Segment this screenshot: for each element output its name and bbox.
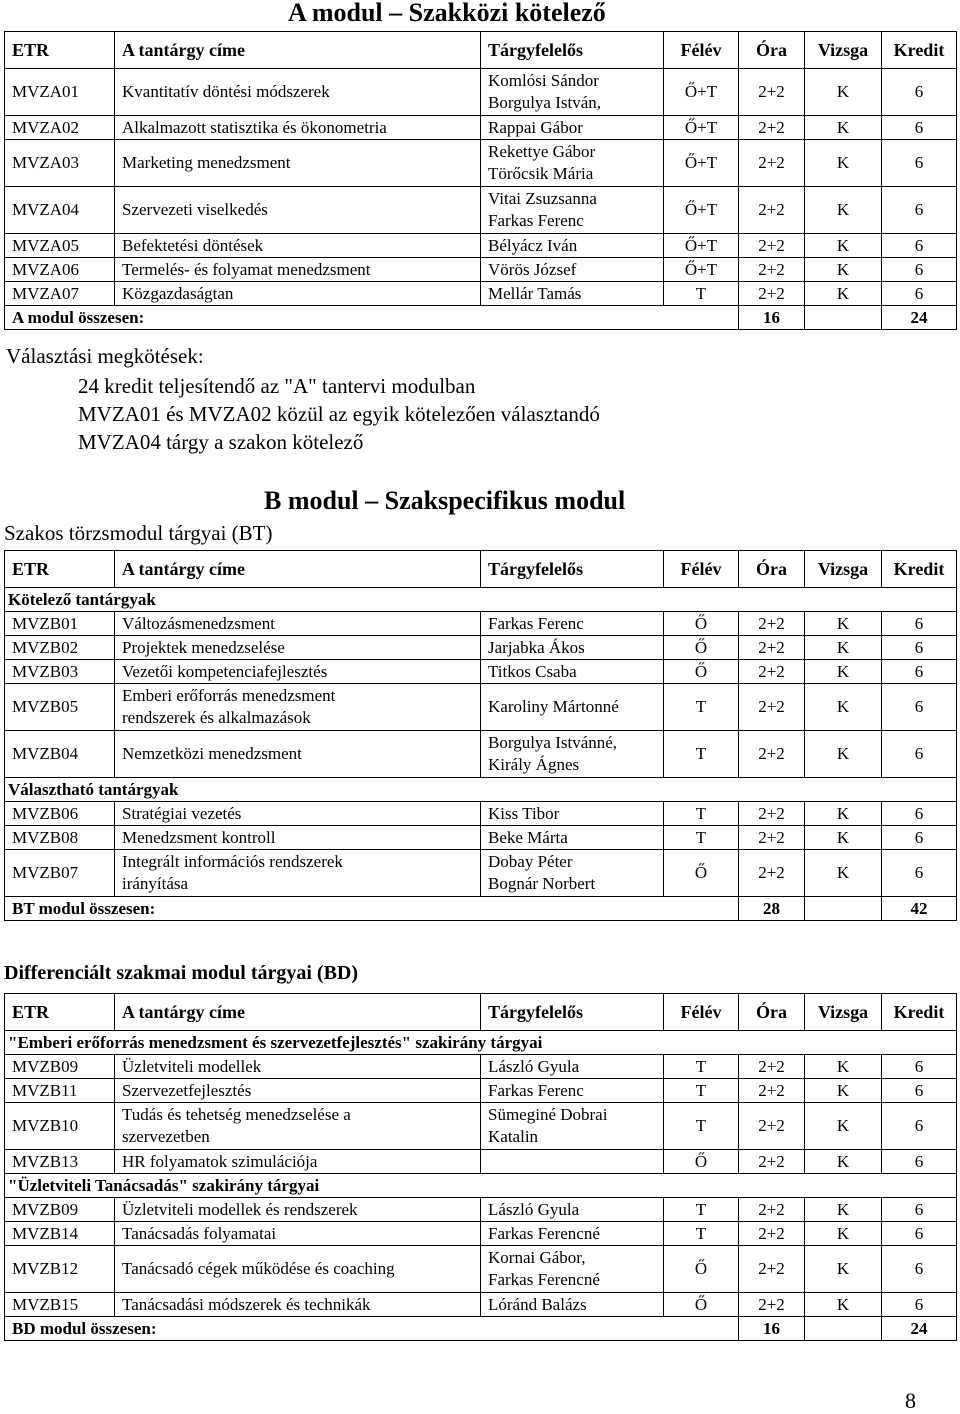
course-title: Kvantitatív döntési módszerek	[115, 69, 481, 116]
col-header-hours: Óra	[739, 32, 805, 69]
table-row	[5, 1246, 957, 1293]
page-number: 8	[905, 1388, 916, 1413]
total-label: BT modul összesen:	[5, 897, 739, 921]
course-exam: K	[805, 850, 882, 897]
course-exam: K	[805, 612, 882, 636]
course-code: MVZB09	[5, 1055, 115, 1079]
teacher-line: Bognár Norbert	[488, 874, 596, 893]
course-credit: 6	[882, 1150, 957, 1174]
title-line: Emberi erőforrás menedzsment	[122, 686, 336, 705]
course-title: Üzletviteli modellek	[115, 1055, 481, 1079]
course-hours: 2+2	[739, 826, 805, 850]
table-row	[5, 612, 957, 636]
course-code: MVZB15	[5, 1293, 115, 1317]
course-title: Tanácsadó cégek működése és coaching	[115, 1246, 481, 1293]
course-credit: 6	[882, 234, 957, 258]
course-teacher: Bélyácz Iván	[481, 234, 664, 258]
course-code: MVZA06	[5, 258, 115, 282]
teacher-line: Vitai Zsuzsanna	[488, 189, 597, 208]
course-code: MVZB05	[5, 684, 115, 731]
col-header-teacher: Tárgyfelelős	[481, 32, 664, 69]
table-row	[5, 1222, 957, 1246]
teacher-line: Dobay Péter	[488, 852, 573, 871]
course-teacher	[481, 1246, 664, 1293]
course-title: Termelés- és folyamat menedzsment	[115, 258, 481, 282]
course-credit: 6	[882, 802, 957, 826]
course-exam: K	[805, 140, 882, 187]
module-total-row	[5, 897, 957, 921]
course-code: MVZB03	[5, 660, 115, 684]
course-exam: K	[805, 1246, 882, 1293]
teacher-line: Sümeginé Dobrai	[488, 1105, 608, 1124]
col-header-exam: Vizsga	[805, 32, 882, 69]
course-exam: K	[805, 636, 882, 660]
bd-table	[4, 993, 957, 1341]
course-credit: 6	[882, 636, 957, 660]
title-line: Integrált információs rendszerek	[122, 852, 343, 871]
total-hours: 28	[739, 897, 805, 921]
course-exam: K	[805, 802, 882, 826]
course-code: MVZA07	[5, 282, 115, 306]
course-exam: K	[805, 282, 882, 306]
course-code: MVZB06	[5, 802, 115, 826]
course-semester: T	[664, 1198, 739, 1222]
course-hours: 2+2	[739, 1198, 805, 1222]
bt-table	[4, 550, 957, 921]
course-semester: T	[664, 282, 739, 306]
teacher-line: Rekettye Gábor	[488, 142, 596, 161]
course-exam: K	[805, 116, 882, 140]
course-semester: T	[664, 1222, 739, 1246]
course-title: Befektetési döntések	[115, 234, 481, 258]
course-teacher: Beke Márta	[481, 826, 664, 850]
course-code: MVZB10	[5, 1103, 115, 1150]
course-title: Nemzetközi menedzsment	[115, 731, 481, 778]
course-credit: 6	[882, 612, 957, 636]
course-semester: T	[664, 826, 739, 850]
course-semester: Ő+T	[664, 116, 739, 140]
course-title: Szervezetfejlesztés	[115, 1079, 481, 1103]
course-hours: 2+2	[739, 116, 805, 140]
teacher-line: Borgulya Istvánné,	[488, 733, 618, 752]
teacher-line: Király Ágnes	[488, 755, 580, 774]
course-code: MVZB07	[5, 850, 115, 897]
course-hours: 2+2	[739, 140, 805, 187]
table-row	[5, 69, 957, 116]
course-credit: 6	[882, 187, 957, 234]
total-credit: 42	[882, 897, 957, 921]
course-title: Szervezeti viselkedés	[115, 187, 481, 234]
course-title	[115, 850, 481, 897]
course-credit: 6	[882, 684, 957, 731]
course-semester: Ő	[664, 1150, 739, 1174]
course-credit: 6	[882, 1103, 957, 1150]
col-header-exam: Vizsga	[805, 994, 882, 1031]
course-title: HR folyamatok szimulációja	[115, 1150, 481, 1174]
course-teacher: Farkas Ferencné	[481, 1222, 664, 1246]
course-exam: K	[805, 1293, 882, 1317]
course-title: Marketing menedzsment	[115, 140, 481, 187]
course-semester: Ő	[664, 1246, 739, 1293]
course-code: MVZB11	[5, 1079, 115, 1103]
module-a-table	[4, 31, 957, 330]
total-credit: 24	[882, 1317, 957, 1341]
course-credit: 6	[882, 850, 957, 897]
table-row	[5, 1198, 957, 1222]
table-row	[5, 850, 957, 897]
col-header-teacher: Tárgyfelelős	[481, 994, 664, 1031]
table-row	[5, 1079, 957, 1103]
course-code: MVZB13	[5, 1150, 115, 1174]
total-hours: 16	[739, 1317, 805, 1341]
course-title: Tanácsadás folyamatai	[115, 1222, 481, 1246]
course-hours: 2+2	[739, 1293, 805, 1317]
course-semester: Ő	[664, 1293, 739, 1317]
table-row	[5, 282, 957, 306]
course-semester: T	[664, 731, 739, 778]
course-code: MVZB12	[5, 1246, 115, 1293]
col-header-etr: ETR	[5, 994, 115, 1031]
course-exam: K	[805, 1079, 882, 1103]
table-row	[5, 684, 957, 731]
group-row	[5, 778, 957, 802]
course-hours: 2+2	[739, 612, 805, 636]
table-row	[5, 636, 957, 660]
group-label: "Emberi erőforrás menedzsment és szervezetfejlesztés" szakirány tárgyai	[5, 1031, 957, 1055]
teacher-line: Borgulya István,	[488, 93, 602, 112]
table-row	[5, 1055, 957, 1079]
course-hours: 2+2	[739, 1150, 805, 1174]
course-exam: K	[805, 258, 882, 282]
table-row	[5, 258, 957, 282]
course-semester: T	[664, 802, 739, 826]
course-title: Közgazdaságtan	[115, 282, 481, 306]
teacher-line: Komlósi Sándor	[488, 71, 599, 90]
course-title: Tanácsadási módszerek és technikák	[115, 1293, 481, 1317]
module-b-heading: B modul – Szakspecifikus modul	[264, 486, 626, 515]
course-code: MVZB02	[5, 636, 115, 660]
col-header-semester: Félév	[664, 32, 739, 69]
table-header-row	[5, 994, 957, 1031]
course-credit: 6	[882, 1079, 957, 1103]
total-spacer	[805, 1317, 882, 1341]
course-credit: 6	[882, 116, 957, 140]
course-semester: Ő	[664, 612, 739, 636]
col-header-title: A tantárgy címe	[115, 994, 481, 1031]
course-hours: 2+2	[739, 69, 805, 116]
table-row	[5, 1293, 957, 1317]
course-hours: 2+2	[739, 1222, 805, 1246]
course-semester: Ő+T	[664, 187, 739, 234]
course-exam: K	[805, 826, 882, 850]
teacher-line: Katalin	[488, 1127, 539, 1146]
course-teacher: László Gyula	[481, 1055, 664, 1079]
bd-section-title: Differenciált szakmai modul tárgyai (BD)	[4, 962, 359, 984]
title-line: szervezetben	[122, 1127, 210, 1146]
table-row	[5, 802, 957, 826]
group-label: Kötelező tantárgyak	[5, 588, 957, 612]
course-semester: Ő	[664, 850, 739, 897]
col-header-hours: Óra	[739, 994, 805, 1031]
course-code: MVZB14	[5, 1222, 115, 1246]
course-semester: T	[664, 1055, 739, 1079]
course-semester: Ő+T	[664, 69, 739, 116]
course-code: MVZA01	[5, 69, 115, 116]
group-row	[5, 1031, 957, 1055]
course-hours: 2+2	[739, 660, 805, 684]
total-label: BD modul összesen:	[5, 1317, 739, 1341]
course-code: MVZB04	[5, 731, 115, 778]
module-total-row	[5, 1317, 957, 1341]
course-code: MVZA02	[5, 116, 115, 140]
course-exam: K	[805, 1150, 882, 1174]
course-teacher: Jarjabka Ákos	[481, 636, 664, 660]
constraint-item: MVZA04 tárgy a szakon kötelező	[78, 430, 364, 454]
col-header-teacher: Tárgyfelelős	[481, 551, 664, 588]
col-header-semester: Félév	[664, 994, 739, 1031]
course-semester: Ő+T	[664, 258, 739, 282]
course-semester: Ő+T	[664, 234, 739, 258]
course-exam: K	[805, 1222, 882, 1246]
col-header-etr: ETR	[5, 551, 115, 588]
course-credit: 6	[882, 258, 957, 282]
title-line: irányítása	[122, 874, 189, 893]
col-header-credit: Kredit	[882, 32, 957, 69]
teacher-line: Törőcsik Mária	[488, 164, 594, 183]
title-line: rendszerek és alkalmazások	[122, 708, 311, 727]
course-code: MVZA05	[5, 234, 115, 258]
course-hours: 2+2	[739, 850, 805, 897]
course-title	[115, 684, 481, 731]
course-exam: K	[805, 684, 882, 731]
course-teacher: Vörös József	[481, 258, 664, 282]
course-credit: 6	[882, 1293, 957, 1317]
table-row	[5, 1103, 957, 1150]
course-teacher	[481, 187, 664, 234]
module-total-row	[5, 306, 957, 330]
constraints-title: Választási megkötések:	[6, 344, 204, 368]
course-hours: 2+2	[739, 187, 805, 234]
teacher-line: Farkas Ferenc	[488, 211, 584, 230]
group-row	[5, 1174, 957, 1198]
course-credit: 6	[882, 1055, 957, 1079]
course-title: Vezetői kompetenciafejlesztés	[115, 660, 481, 684]
title-line: Tudás és tehetség menedzselése a	[122, 1105, 351, 1124]
course-credit: 6	[882, 69, 957, 116]
course-title: Menedzsment kontroll	[115, 826, 481, 850]
table-row	[5, 116, 957, 140]
col-header-hours: Óra	[739, 551, 805, 588]
course-title: Stratégiai vezetés	[115, 802, 481, 826]
total-spacer	[805, 897, 882, 921]
table-row	[5, 234, 957, 258]
course-hours: 2+2	[739, 1103, 805, 1150]
col-header-semester: Félév	[664, 551, 739, 588]
course-hours: 2+2	[739, 282, 805, 306]
constraint-item: 24 kredit teljesítendő az "A" tantervi modulban	[78, 374, 476, 398]
constraint-item: MVZA01 és MVZA02 közül az egyik kötelezően választandó	[78, 402, 600, 426]
course-semester: T	[664, 1103, 739, 1150]
course-teacher: Lóránd Balázs	[481, 1293, 664, 1317]
course-credit: 6	[882, 282, 957, 306]
course-title: Projektek menedzselése	[115, 636, 481, 660]
table-header-row	[5, 551, 957, 588]
course-exam: K	[805, 660, 882, 684]
course-hours: 2+2	[739, 1246, 805, 1293]
course-exam: K	[805, 234, 882, 258]
course-teacher: Farkas Ferenc	[481, 612, 664, 636]
course-hours: 2+2	[739, 802, 805, 826]
table-row	[5, 731, 957, 778]
table-row	[5, 660, 957, 684]
col-header-title: A tantárgy címe	[115, 32, 481, 69]
table-header-row	[5, 32, 957, 69]
course-hours: 2+2	[739, 731, 805, 778]
course-hours: 2+2	[739, 636, 805, 660]
col-header-etr: ETR	[5, 32, 115, 69]
total-hours: 16	[739, 306, 805, 330]
course-teacher: Titkos Csaba	[481, 660, 664, 684]
course-teacher	[481, 731, 664, 778]
course-credit: 6	[882, 660, 957, 684]
course-semester: Ő	[664, 660, 739, 684]
course-exam: K	[805, 69, 882, 116]
table-row	[5, 826, 957, 850]
course-credit: 6	[882, 1246, 957, 1293]
course-hours: 2+2	[739, 684, 805, 731]
course-teacher: Rappai Gábor	[481, 116, 664, 140]
course-hours: 2+2	[739, 1079, 805, 1103]
group-label: Választható tantárgyak	[5, 778, 957, 802]
course-teacher	[481, 69, 664, 116]
course-credit: 6	[882, 826, 957, 850]
col-header-credit: Kredit	[882, 994, 957, 1031]
course-teacher	[481, 850, 664, 897]
course-credit: 6	[882, 731, 957, 778]
col-header-title: A tantárgy címe	[115, 551, 481, 588]
course-exam: K	[805, 1103, 882, 1150]
table-row	[5, 1150, 957, 1174]
course-semester: T	[664, 1079, 739, 1103]
total-spacer	[805, 306, 882, 330]
course-exam: K	[805, 187, 882, 234]
course-semester: Ő+T	[664, 140, 739, 187]
course-teacher: László Gyula	[481, 1198, 664, 1222]
group-label: "Üzletviteli Tanácsadás" szakirány tárgyai	[5, 1174, 957, 1198]
course-credit: 6	[882, 140, 957, 187]
col-header-exam: Vizsga	[805, 551, 882, 588]
course-teacher: Farkas Ferenc	[481, 1079, 664, 1103]
course-teacher	[481, 1150, 664, 1174]
course-title: Alkalmazott statisztika és ökonometria	[115, 116, 481, 140]
course-teacher: Mellár Tamás	[481, 282, 664, 306]
course-title: Változásmenedzsment	[115, 612, 481, 636]
col-header-credit: Kredit	[882, 551, 957, 588]
course-teacher: Karoliny Mártonné	[481, 684, 664, 731]
course-credit: 6	[882, 1222, 957, 1246]
course-title	[115, 1103, 481, 1150]
course-code: MVZA03	[5, 140, 115, 187]
table-row	[5, 140, 957, 187]
course-teacher	[481, 140, 664, 187]
course-title: Üzletviteli modellek és rendszerek	[115, 1198, 481, 1222]
course-semester: T	[664, 684, 739, 731]
course-teacher	[481, 1103, 664, 1150]
course-hours: 2+2	[739, 258, 805, 282]
course-exam: K	[805, 1055, 882, 1079]
course-hours: 2+2	[739, 1055, 805, 1079]
course-code: MVZB09	[5, 1198, 115, 1222]
course-semester: Ő	[664, 636, 739, 660]
course-hours: 2+2	[739, 234, 805, 258]
total-credit: 24	[882, 306, 957, 330]
course-credit: 6	[882, 1198, 957, 1222]
course-teacher: Kiss Tibor	[481, 802, 664, 826]
teacher-line: Kornai Gábor,	[488, 1248, 586, 1267]
group-row	[5, 588, 957, 612]
course-code: MVZB08	[5, 826, 115, 850]
course-code: MVZB01	[5, 612, 115, 636]
teacher-line: Farkas Ferencné	[488, 1270, 600, 1289]
course-exam: K	[805, 731, 882, 778]
table-row	[5, 187, 957, 234]
total-label: A modul összesen:	[5, 306, 739, 330]
course-code: MVZA04	[5, 187, 115, 234]
course-exam: K	[805, 1198, 882, 1222]
module-a-heading: A modul – Szakközi kötelező	[288, 0, 606, 27]
bt-section-title: Szakos törzsmodul tárgyai (BT)	[4, 521, 273, 545]
